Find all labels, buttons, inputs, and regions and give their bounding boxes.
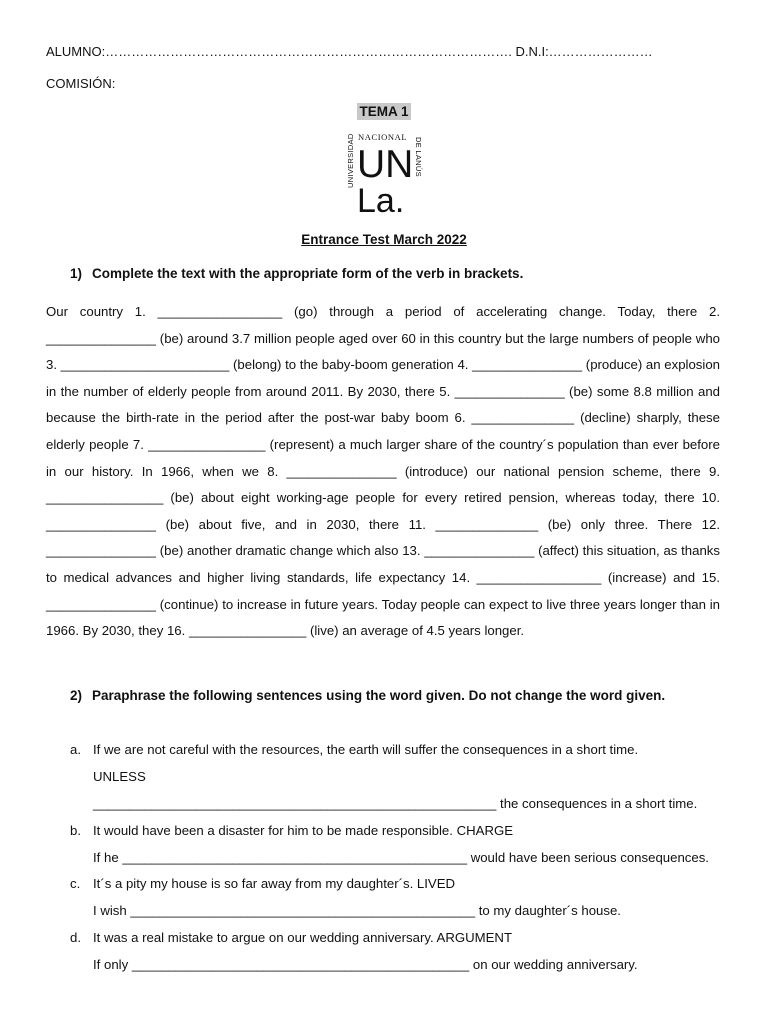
- unla-logo: [344, 128, 424, 218]
- item-letter: d.: [70, 930, 81, 945]
- logo-line-la: La.: [357, 182, 405, 218]
- item-letter: b.: [70, 823, 81, 838]
- item-answer-line: _______________________________________________________ the consequences in a short time.: [93, 796, 698, 811]
- item-sentence: It was a real mistake to argue on our wedding anniversary. ARGUMENT: [93, 930, 513, 945]
- item-sentence: It would have been a disaster for him to be made responsible. CHARGE: [93, 823, 514, 838]
- question-1-heading: [70, 266, 523, 281]
- item-answer-line: If he _______________________________________________ would have been serious consequences.: [93, 850, 709, 865]
- question-2-number: 2): [70, 688, 83, 703]
- logo-right-text: DE LANÚS: [414, 137, 423, 177]
- student-name-dni-line: ALUMNO:…………………………………………………………………………………. D.N.I:……………………: [46, 44, 653, 59]
- question-2-title: Paraphrase the following sentences using the word given. Do not change the word given.: [92, 688, 666, 703]
- question-1-passage: Our country 1. _________________ (go) through a period of accelerating change. Today, there 2. _______________ (be) around 3.7 million people aged over 60 in this country but the large numbers of people who 3. _______________________ (belong) to the baby-boom generation 4. _______________ (produce) an explosion in the number of elderly people from around 2011. By 2030, there 5. _______________ (be) some 8.8 million and because the birth-rate in the period after the post-war baby boom 6. ______________ (decline) sharply, these elderly people 7. ________________ (represent) a much larger share of the country´s population than ever before in our history. In 1966, when we 8. _______________ (introduce) our national pension scheme, there 9. ________________ (be) about eight working-age people for every retired pension, whereas today, there 10. _______________ (be) about five, and in 2030, there 11. ______________ (be) only three. There 12. _______________ (be) another dramatic change which also 13. _______________ (affect) this situation, as thanks to medical advances and higher living standards, life expectancy 14. _________________ (increase) and 15. _______________ (continue) to increase in future years. Today people can expect to live three years longer than in 1966. By 2030, they 16. ________________ (live) an average of 4.5 years longer.: [46, 304, 720, 639]
- question-1-number: 1): [70, 266, 83, 281]
- logo-top-text: NACIONAL: [358, 132, 408, 142]
- logo-line-un: UN: [357, 143, 414, 186]
- question-2-heading: [70, 688, 665, 703]
- item-keyword: UNLESS: [93, 769, 146, 784]
- item-letter: a.: [70, 742, 81, 757]
- test-title: Entrance Test March 2022: [301, 232, 467, 247]
- comision-line: COMISIÓN:: [46, 76, 116, 91]
- question-1-title: Complete the text with the appropriate form of the verb in brackets.: [92, 266, 524, 281]
- item-answer-line: If only ______________________________________________ on our wedding anniversary.: [93, 957, 638, 972]
- item-sentence: It´s a pity my house is so far away from my daughter´s. LIVED: [93, 876, 456, 891]
- item-answer-line: I wish _______________________________________________ to my daughter´s house.: [93, 903, 621, 918]
- logo-side-text: UNIVERSIDAD: [346, 133, 355, 188]
- item-sentence: If we are not careful with the resources, the earth will suffer the consequences in a short time.: [93, 742, 639, 757]
- tema-heading: [0, 104, 768, 119]
- tema-label: TEMA 1: [359, 104, 409, 119]
- item-letter: c.: [70, 876, 81, 891]
